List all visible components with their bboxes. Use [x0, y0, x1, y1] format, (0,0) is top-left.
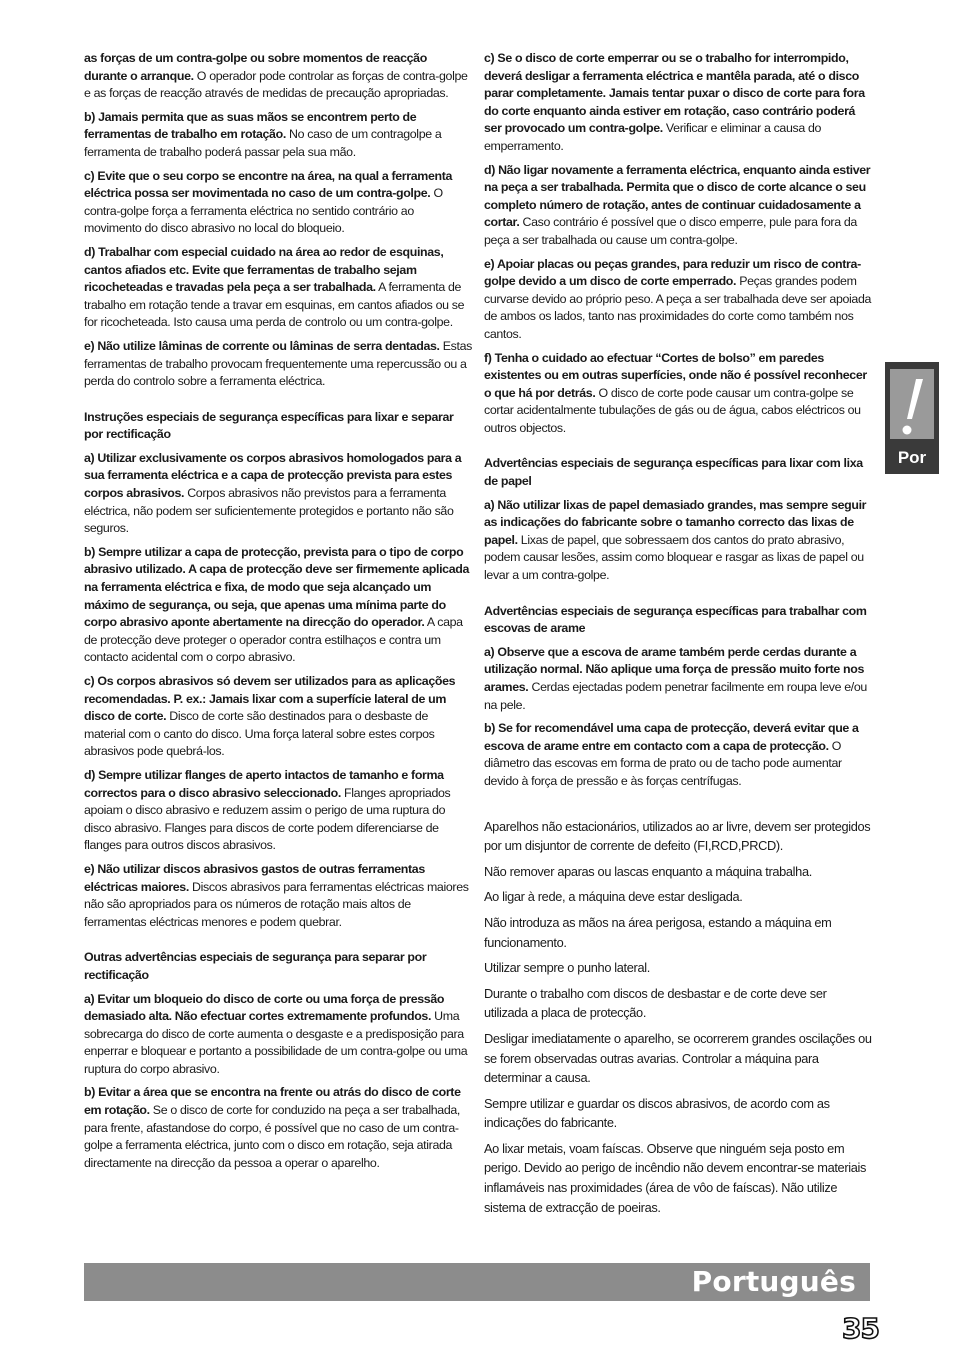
- plain-paragraph: Não remover aparas ou lascas enquanto a máquina trabalha.: [484, 863, 812, 879]
- page-number: 35: [842, 1312, 879, 1345]
- paragraph: b) Jamais permita que as suas mãos se encontrem perto de ferramentas de trabalho em rotação. No caso de um contragolpe a ferramenta de trabalho poderá passar pela sua mão.: [84, 109, 442, 159]
- plain-paragraph: Sempre utilizar e guardar os discos abrasivos, de acordo com as indicações do fabricante.: [484, 1095, 830, 1131]
- plain-paragraph: Ao ligar à rede, a máquina deve estar desligada.: [484, 889, 743, 905]
- warning-exclamation-icon: [890, 369, 934, 439]
- plain-paragraph: Desligar imediatamente o aparelho, se ocorrerem grandes oscilações ou se forem observadas outras avarias. Controlar a máquina para determinar a causa.: [484, 1030, 872, 1086]
- paragraph: e) Não utilize lâminas de corrente ou lâminas de serra dentadas. Estas ferramentas de trabalho provocam frequentemente uma repercussão ou a perda do controlo sobre a ferramenta eléctrica.: [84, 338, 472, 389]
- section-heading: Instruções especiais de segurança específicas para lixar e separar por rectificação: [84, 409, 454, 442]
- paragraph: a) Observe que a escova de arame também perde cerdas durante a utilização normal. Não aplique uma força de pressão muito forte nos arames. Cerdas ejectadas podem penetrar facilmente em roupa leve e/ou na pele.: [484, 644, 867, 712]
- paragraph: c) Evite que o seu corpo se encontre na área, na qual a ferramenta eléctrica possa ser movimentada no caso de um contra-golpe. O contra-golpe força a ferramenta eléctrica no sentido contrário ao movimento do disco abrasivo no local do bloqueio.: [84, 168, 453, 236]
- paragraph: as forças de um contra-golpe ou sobre momentos de reacção durante o arranque. O operador pode controlar as forças de contra-golpe e as forças de reacção através de medidas de precaução apropriadas.: [84, 51, 468, 101]
- plain-paragraph: Aparelhos não estacionários, utilizados ao ar livre, devem ser protegidos por um disjuntor de corrente de defeito (FI,RCD,PRCD).: [484, 818, 871, 854]
- paragraph: e) Não utilizar discos abrasivos gastos de outras ferramentas eléctricas maiores. Discos abrasivos para ferramentas eléctricas maiores não são apropriados para os números de rotação mais altos de ferramentas eléctricas menores e podem quebrar.: [84, 861, 469, 929]
- paragraph: a) Evitar um bloqueio do disco de corte ou uma força de pressão demasiado alta. Não efectuar cortes extremamente profundos. Uma sobrecarga do disco de corte aumenta o desgaste e a predisposição para enperrar e bloquear e portanto a possibilidade de um contra-golpe ou uma ruptura do corpo abrasivo.: [84, 991, 468, 1076]
- paragraph: c) Se o disco de corte emperrar ou se o trabalho for interrompido, deverá desligar a ferramenta eléctrica e mantêla parada, até o disco parar completamente. Jamais tentar puxar o disco de corte para fora do corte enquanto ainda estiver em rotação, caso contrário poderá ser provocado um contra-golpe. Verificar e eliminar a causa do emperramento.: [484, 51, 865, 153]
- paragraph: a) Utilizar exclusivamente os corpos abrasivos homologados para a sua ferramenta eléctrica e a capa de protecção prevista para estes corpos abrasivos. Corpos abrasivos não previstos para a ferramenta eléctrica, não podem ser suficientemente protegidos e portanto não são seguros.: [84, 450, 462, 536]
- language-side-tab: [885, 362, 939, 474]
- paragraph: c) Os corpos abrasivos só devem ser utilizados para as aplicações recomendadas. P. ex.: Jamais lixar com a superfície lateral de um disco de corte. Disco de corte são destinados para o desbaste de material com o canto do disco. Uma força lateral sobre estes corpos abrasivos pode quebrá-los.: [84, 674, 456, 759]
- language-tab-label: Por: [897, 448, 927, 467]
- footer-bar: [84, 1263, 870, 1301]
- paragraph: e) Apoiar placas ou peças grandes, para reduzir um risco de contra-golpe devido a um disco de corte emperrado. Peças grandes podem curvarse devido ao próprio peso. A peça a ser trabalhada deve ser apoiada de ambos os lados, tanto nas proximidades do corte como também nos cantos.: [484, 256, 872, 341]
- plain-paragraph: Não introduza as mãos na área perigosa, estando a máquina em funcionamento.: [484, 914, 832, 950]
- plain-paragraph: Ao lixar metais, voam faíscas. Observe que ninguém seja posto em perigo. Devido ao perigo de incêndio não devem encontrar-se materiais inflamáveis nas proximidades (área de vôo de faíscas). Não utilize sistema de extracção de poeiras.: [484, 1140, 867, 1215]
- section-heading: Outras advertências especiais de segurança para separar por rectificação: [84, 950, 427, 982]
- footer-language-title: Português: [691, 1265, 856, 1298]
- left-column: [84, 50, 472, 1178]
- right-column: [484, 50, 872, 1223]
- paragraph: d) Não ligar novamente a ferramenta eléctrica, enquanto ainda estiver na peça a ser trabalhada. Permita que o disco de corte alcance o seu completo número de rotação, antes de continuar cuidadosamente a cortar. Caso contrário é possível que o disco emperre, pule para fora da peça a ser trabalhada ou cause um contra-golpe.: [484, 162, 871, 247]
- paragraph: b) Sempre utilizar a capa de protecção, prevista para o tipo de corpo abrasivo utilizado. A capa de protecção deve ser firmemente aplicada na ferramenta eléctrica e fixa, de modo que seja alcançado um máximo de segurança, ou seja, que apenas uma mínima parte do corpo abrasivo aponte abertamente na direcção do operador. A capa de protecção deve proteger o operador contra estilhaços e contra um contacto acidental com o corpo abrasivo.: [84, 544, 470, 665]
- plain-paragraph: Utilizar sempre o punho lateral.: [484, 960, 650, 976]
- paragraph: d) Sempre utilizar flanges de aperto intactos de tamanho e forma correctos para o disco abrasivo seleccionado. Flanges apropriados apoiam o disco abrasivo e reduzem assim o perigo de uma ruptura do disco abrasivo. Flanges para discos de corte podem diferenciarse de flanges para outros discos abrasivos.: [84, 767, 451, 853]
- paragraph: b) Se for recomendável uma capa de protecção, deverá evitar que a escova de arame entre em contacto com a capa de protecção. O diâmetro das escovas em forma de prato ou de tacho pode aumentar devido à força de pressão e às forças centrífugas.: [484, 721, 859, 788]
- paragraph: d) Trabalhar com especial cuidado na área ao redor de esquinas, cantos afiados etc. Evite que ferramentas de trabalho sejam ricocheteadas e travadas pela peça a ser trabalhada. A ferramenta de trabalho em rotação tende a travar em esquinas, em cantos afiados ou se for ricocheteada. Isto causa uma perda de controlo ou um contra-golpe.: [84, 244, 465, 330]
- section-heading: Advertências especiais de segurança específicas para lixar com lixa de papel: [484, 456, 863, 489]
- plain-paragraph: Durante o trabalho com discos de desbastar e de corte deve ser utilizada a placa de protecção.: [484, 985, 827, 1021]
- paragraph: f) Tenha o cuidado ao efectuar “Cortes de bolso” em paredes existentes ou em outras superfícies, onde não é possível reconhecer o que há por detrás. O disco de corte pode causar um contra-golpe se cortar acidentalmente tubulações de gás ou de água, cabos eléctricos ou outros objectos.: [484, 350, 867, 435]
- section-heading: Advertências especiais de segurança específicas para trabalhar com escovas de arame: [484, 603, 867, 636]
- paragraph: b) Evitar a área que se encontra na frente ou atrás do disco de corte em rotação. Se o disco de corte for conduzido na peça a ser trabalhada, para frente, afastandose do corpo, é possível que no caso de um contra-golpe a ferramenta eléctrica, junto com o disco em rotação, seja atirada directamente na direcção da pessoa a operar o aparelho.: [84, 1085, 461, 1170]
- paragraph: a) Não utilizar lixas de papel demasiado grandes, mas sempre seguir as indicações do fabricante sobre o tamanho correcto das lixas de papel. Lixas de papel, que sobressaem dos cantos do prato abrasivo, podem causar lesões, assim como bloquear e rasgar as lixas de papel ou levar a um contra-golpe.: [484, 497, 867, 583]
